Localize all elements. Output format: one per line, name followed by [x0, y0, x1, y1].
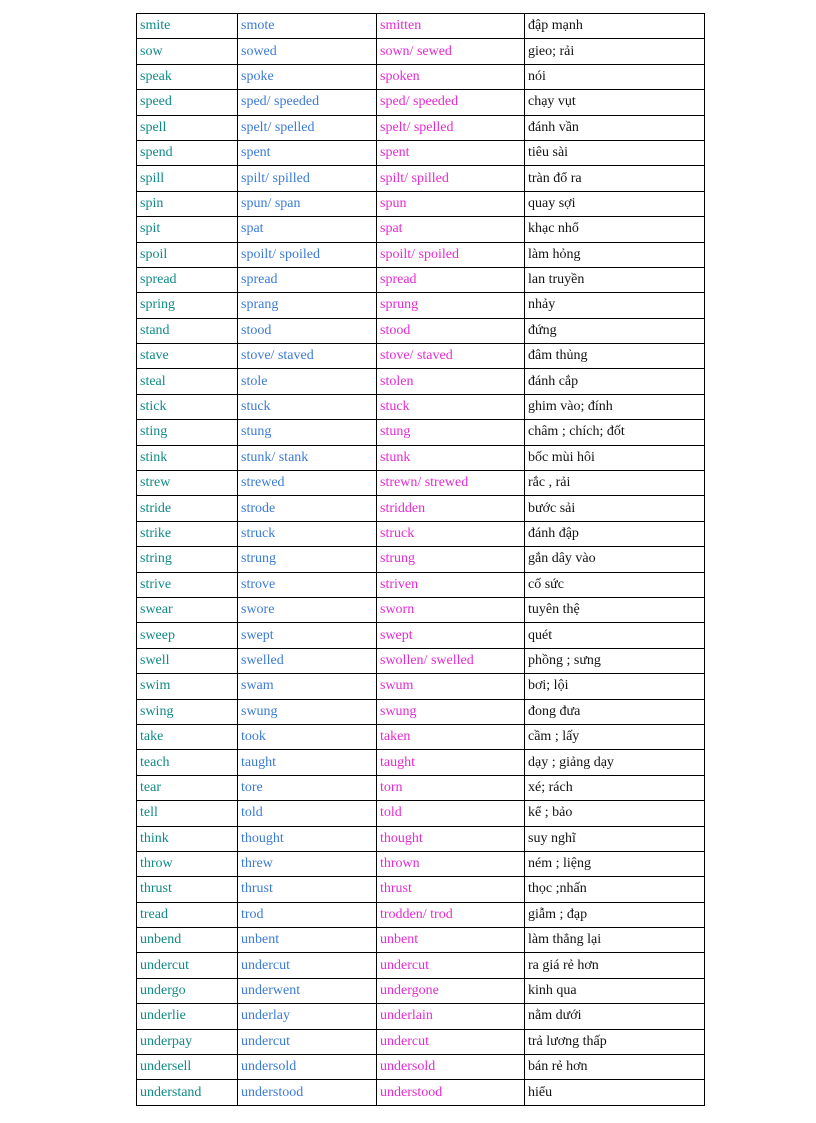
past-simple-cell: stunk/ stank [238, 445, 377, 470]
base-form-cell: spring [137, 293, 238, 318]
past-simple-cell: stole [238, 369, 377, 394]
table-row [137, 1055, 705, 1080]
past-simple-cell: threw [238, 851, 377, 876]
past-simple-cell: unbent [238, 928, 377, 953]
base-form-cell: take [137, 724, 238, 749]
meaning-cell: rắc , rải [525, 471, 705, 496]
table-row [137, 318, 705, 343]
meaning-cell: kể ; bảo [525, 801, 705, 826]
table-row [137, 1029, 705, 1054]
meaning-cell: làm thẳng lại [525, 928, 705, 953]
past-simple-cell: swore [238, 597, 377, 622]
table-row [137, 547, 705, 572]
table-row [137, 623, 705, 648]
meaning-cell: quay sợi [525, 191, 705, 216]
base-form-cell: stride [137, 496, 238, 521]
base-form-cell: undersell [137, 1055, 238, 1080]
table-row [137, 953, 705, 978]
past-simple-cell: spent [238, 140, 377, 165]
base-form-cell: spell [137, 115, 238, 140]
meaning-cell: ra giá rẻ hơn [525, 953, 705, 978]
meaning-cell: gieo; rải [525, 39, 705, 64]
past-participle-cell: undersold [377, 1055, 525, 1080]
base-form-cell: stick [137, 394, 238, 419]
past-participle-cell: taught [377, 750, 525, 775]
past-participle-cell: stolen [377, 369, 525, 394]
base-form-cell: speak [137, 64, 238, 89]
past-simple-cell: stung [238, 420, 377, 445]
meaning-cell: đập mạnh [525, 14, 705, 39]
past-simple-cell: undersold [238, 1055, 377, 1080]
past-participle-cell: trodden/ trod [377, 902, 525, 927]
table-row [137, 978, 705, 1003]
table-row [137, 445, 705, 470]
base-form-cell: sweep [137, 623, 238, 648]
base-form-cell: underlie [137, 1004, 238, 1029]
past-simple-cell: thought [238, 826, 377, 851]
table-row [137, 242, 705, 267]
base-form-cell: spend [137, 140, 238, 165]
past-simple-cell: stuck [238, 394, 377, 419]
table-row [137, 1080, 705, 1105]
meaning-cell: gắn dây vào [525, 547, 705, 572]
past-participle-cell: struck [377, 521, 525, 546]
past-participle-cell: spun [377, 191, 525, 216]
meaning-cell: tràn đổ ra [525, 166, 705, 191]
base-form-cell: spin [137, 191, 238, 216]
meaning-cell: ném ; liệng [525, 851, 705, 876]
meaning-cell: tiêu sài [525, 140, 705, 165]
verb-table-body [137, 14, 705, 1106]
past-participle-cell: spoken [377, 64, 525, 89]
past-participle-cell: taken [377, 724, 525, 749]
past-simple-cell: underlay [238, 1004, 377, 1029]
base-form-cell: tell [137, 801, 238, 826]
table-row [137, 217, 705, 242]
past-simple-cell: spoilt/ spoiled [238, 242, 377, 267]
past-participle-cell: spelt/ spelled [377, 115, 525, 140]
past-participle-cell: sworn [377, 597, 525, 622]
past-participle-cell: sped/ speeded [377, 90, 525, 115]
table-row [137, 496, 705, 521]
past-simple-cell: strode [238, 496, 377, 521]
past-participle-cell: smitten [377, 14, 525, 39]
past-simple-cell: undercut [238, 953, 377, 978]
meaning-cell: nhảy [525, 293, 705, 318]
meaning-cell: kinh qua [525, 978, 705, 1003]
table-row [137, 902, 705, 927]
base-form-cell: swear [137, 597, 238, 622]
past-simple-cell: spread [238, 267, 377, 292]
past-simple-cell: thrust [238, 877, 377, 902]
past-simple-cell: strewed [238, 471, 377, 496]
table-row [137, 1004, 705, 1029]
meaning-cell: quét [525, 623, 705, 648]
past-participle-cell: sown/ sewed [377, 39, 525, 64]
meaning-cell: suy nghĩ [525, 826, 705, 851]
meaning-cell: giẫm ; đạp [525, 902, 705, 927]
table-row [137, 115, 705, 140]
table-row [137, 775, 705, 800]
table-row [137, 420, 705, 445]
past-simple-cell: told [238, 801, 377, 826]
base-form-cell: strike [137, 521, 238, 546]
meaning-cell: cầm ; lấy [525, 724, 705, 749]
base-form-cell: swing [137, 699, 238, 724]
table-row [137, 877, 705, 902]
past-simple-cell: spoke [238, 64, 377, 89]
past-participle-cell: stood [377, 318, 525, 343]
table-row [137, 521, 705, 546]
base-form-cell: unbend [137, 928, 238, 953]
past-participle-cell: spilt/ spilled [377, 166, 525, 191]
past-simple-cell: sped/ speeded [238, 90, 377, 115]
past-simple-cell: tore [238, 775, 377, 800]
meaning-cell: lan truyền [525, 267, 705, 292]
past-participle-cell: underlain [377, 1004, 525, 1029]
past-participle-cell: spent [377, 140, 525, 165]
past-participle-cell: swum [377, 674, 525, 699]
table-row [137, 724, 705, 749]
table-row [137, 928, 705, 953]
meaning-cell: trả lương thấp [525, 1029, 705, 1054]
base-form-cell: spoil [137, 242, 238, 267]
past-simple-cell: swung [238, 699, 377, 724]
past-simple-cell: trod [238, 902, 377, 927]
base-form-cell: throw [137, 851, 238, 876]
past-participle-cell: undergone [377, 978, 525, 1003]
meaning-cell: nằm dưới [525, 1004, 705, 1029]
table-row [137, 64, 705, 89]
meaning-cell: thọc ;nhấn [525, 877, 705, 902]
base-form-cell: spread [137, 267, 238, 292]
base-form-cell: sow [137, 39, 238, 64]
meaning-cell: làm hỏng [525, 242, 705, 267]
past-participle-cell: swept [377, 623, 525, 648]
past-simple-cell: spilt/ spilled [238, 166, 377, 191]
past-simple-cell: struck [238, 521, 377, 546]
past-simple-cell: spat [238, 217, 377, 242]
past-participle-cell: undercut [377, 953, 525, 978]
base-form-cell: strew [137, 471, 238, 496]
table-row [137, 39, 705, 64]
base-form-cell: spill [137, 166, 238, 191]
past-participle-cell: swung [377, 699, 525, 724]
meaning-cell: xé; rách [525, 775, 705, 800]
table-row [137, 191, 705, 216]
past-simple-cell: swam [238, 674, 377, 699]
table-row [137, 750, 705, 775]
table-row [137, 674, 705, 699]
past-participle-cell: understood [377, 1080, 525, 1105]
past-participle-cell: thrust [377, 877, 525, 902]
past-simple-cell: strove [238, 572, 377, 597]
past-participle-cell: stove/ staved [377, 344, 525, 369]
base-form-cell: understand [137, 1080, 238, 1105]
base-form-cell: underpay [137, 1029, 238, 1054]
past-participle-cell: stridden [377, 496, 525, 521]
past-participle-cell: undercut [377, 1029, 525, 1054]
past-participle-cell: striven [377, 572, 525, 597]
table-row [137, 648, 705, 673]
table-row [137, 826, 705, 851]
past-simple-cell: strung [238, 547, 377, 572]
meaning-cell: dạy ; giảng dạy [525, 750, 705, 775]
base-form-cell: undercut [137, 953, 238, 978]
past-participle-cell: unbent [377, 928, 525, 953]
past-simple-cell: stove/ staved [238, 344, 377, 369]
past-simple-cell: underwent [238, 978, 377, 1003]
past-simple-cell: sowed [238, 39, 377, 64]
table-row [137, 140, 705, 165]
meaning-cell: châm ; chích; đốt [525, 420, 705, 445]
past-simple-cell: swelled [238, 648, 377, 673]
table-row [137, 14, 705, 39]
table-row [137, 166, 705, 191]
past-simple-cell: spun/ span [238, 191, 377, 216]
table-row [137, 394, 705, 419]
table-row [137, 267, 705, 292]
base-form-cell: undergo [137, 978, 238, 1003]
base-form-cell: swell [137, 648, 238, 673]
meaning-cell: cố sức [525, 572, 705, 597]
table-row [137, 801, 705, 826]
table-row [137, 471, 705, 496]
base-form-cell: swim [137, 674, 238, 699]
base-form-cell: stand [137, 318, 238, 343]
past-simple-cell: taught [238, 750, 377, 775]
meaning-cell: đong đưa [525, 699, 705, 724]
meaning-cell: bốc mùi hôi [525, 445, 705, 470]
meaning-cell: phồng ; sưng [525, 648, 705, 673]
base-form-cell: tread [137, 902, 238, 927]
past-simple-cell: understood [238, 1080, 377, 1105]
past-participle-cell: swollen/ swelled [377, 648, 525, 673]
past-participle-cell: stuck [377, 394, 525, 419]
meaning-cell: khạc nhổ [525, 217, 705, 242]
base-form-cell: teach [137, 750, 238, 775]
base-form-cell: tear [137, 775, 238, 800]
past-participle-cell: thought [377, 826, 525, 851]
past-simple-cell: sprang [238, 293, 377, 318]
table-row [137, 293, 705, 318]
base-form-cell: string [137, 547, 238, 572]
table-row [137, 597, 705, 622]
table-row [137, 369, 705, 394]
past-participle-cell: torn [377, 775, 525, 800]
base-form-cell: spit [137, 217, 238, 242]
past-participle-cell: thrown [377, 851, 525, 876]
past-participle-cell: spat [377, 217, 525, 242]
meaning-cell: ghim vào; đính [525, 394, 705, 419]
meaning-cell: tuyên thệ [525, 597, 705, 622]
base-form-cell: speed [137, 90, 238, 115]
table-row [137, 90, 705, 115]
past-participle-cell: told [377, 801, 525, 826]
base-form-cell: stink [137, 445, 238, 470]
meaning-cell: bán rẻ hơn [525, 1055, 705, 1080]
past-simple-cell: stood [238, 318, 377, 343]
past-simple-cell: swept [238, 623, 377, 648]
past-simple-cell: took [238, 724, 377, 749]
past-participle-cell: sprung [377, 293, 525, 318]
past-simple-cell: smote [238, 14, 377, 39]
table-row [137, 699, 705, 724]
meaning-cell: bước sải [525, 496, 705, 521]
past-participle-cell: spoilt/ spoiled [377, 242, 525, 267]
base-form-cell: strive [137, 572, 238, 597]
past-participle-cell: strewn/ strewed [377, 471, 525, 496]
meaning-cell: bơi; lội [525, 674, 705, 699]
meaning-cell: đánh đập [525, 521, 705, 546]
past-simple-cell: undercut [238, 1029, 377, 1054]
table-row [137, 344, 705, 369]
meaning-cell: đứng [525, 318, 705, 343]
irregular-verbs-table [136, 13, 705, 1106]
base-form-cell: think [137, 826, 238, 851]
past-participle-cell: stunk [377, 445, 525, 470]
base-form-cell: stave [137, 344, 238, 369]
table-row [137, 572, 705, 597]
meaning-cell: nói [525, 64, 705, 89]
meaning-cell: chạy vụt [525, 90, 705, 115]
past-simple-cell: spelt/ spelled [238, 115, 377, 140]
meaning-cell: đánh vần [525, 115, 705, 140]
meaning-cell: đâm thủng [525, 344, 705, 369]
meaning-cell: hiểu [525, 1080, 705, 1105]
past-participle-cell: spread [377, 267, 525, 292]
base-form-cell: steal [137, 369, 238, 394]
base-form-cell: sting [137, 420, 238, 445]
table-row [137, 851, 705, 876]
base-form-cell: thrust [137, 877, 238, 902]
base-form-cell: smite [137, 14, 238, 39]
past-participle-cell: strung [377, 547, 525, 572]
meaning-cell: đánh cắp [525, 369, 705, 394]
past-participle-cell: stung [377, 420, 525, 445]
